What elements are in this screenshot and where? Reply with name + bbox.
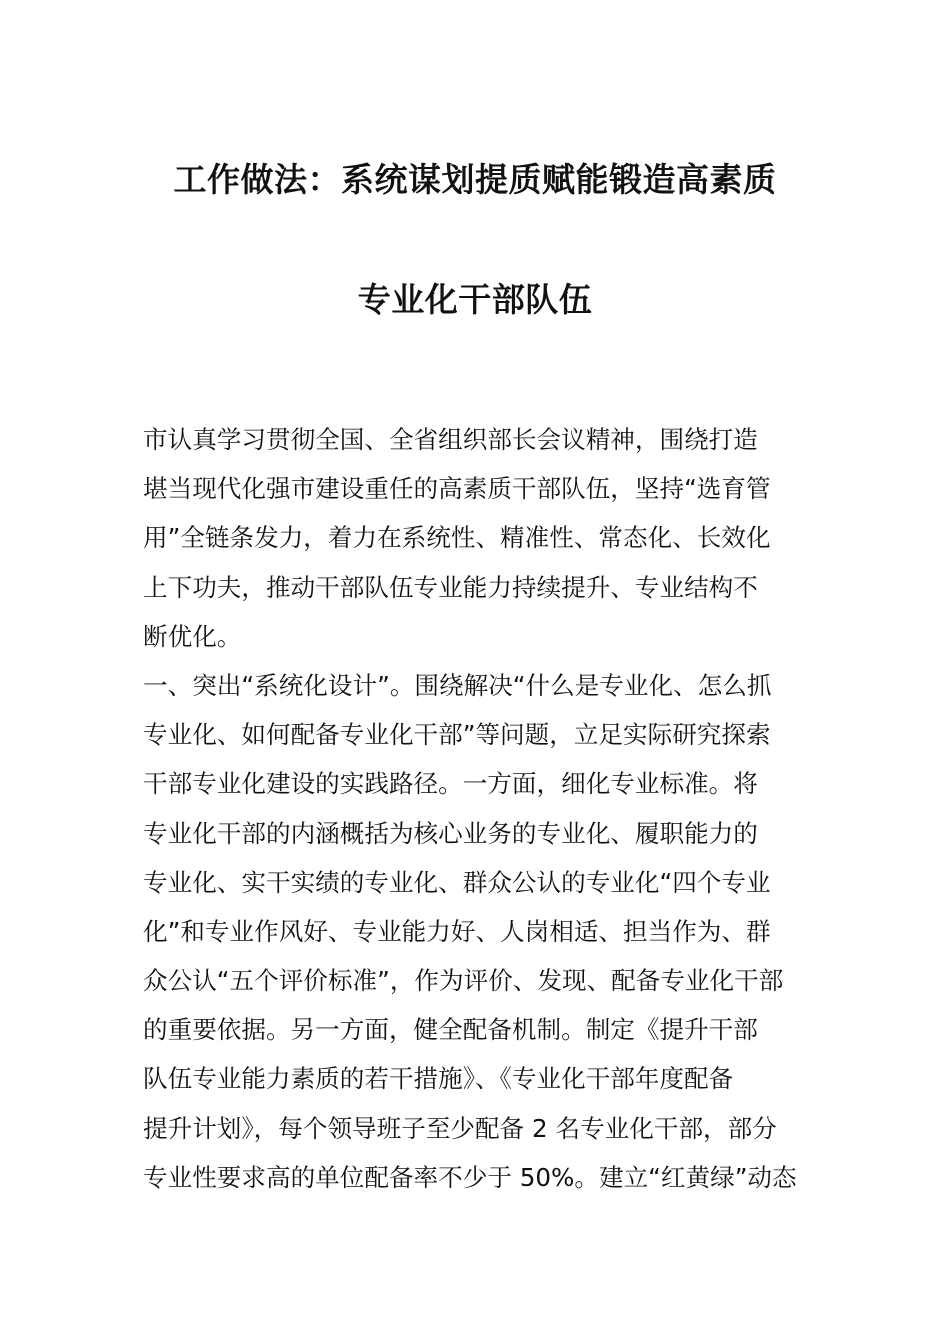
body-line: 用”全链条发力，着力在系统性、精准性、常态化、长效化 (143, 523, 771, 553)
body-line: 提升计划》，每个领导班子至少配备 2 名专业化干部，部分 (143, 1113, 777, 1143)
body-line: 队伍专业能力素质的若干措施》、《专业化干部年度配备 (143, 1064, 734, 1094)
body-line: 专业化、实干实绩的专业化、群众公认的专业化“四个专业 (143, 867, 771, 897)
body-line: 市认真学习贯彻全国、全省组织部长会议精神，围绕打造 (143, 425, 758, 454)
body-line: 一、突出“系统化设计”。围绕解决“什么是专业化、怎么抓 (143, 670, 772, 700)
document-title-line-1: 工作做法：系统谋划提质赋能锻造高素质 (173, 160, 777, 199)
body-line: 断优化。 (143, 621, 242, 651)
body-line: 化”和专业作风好、专业能力好、人岗相适、担当作为、群 (143, 916, 771, 946)
body-line: 专业化干部的内涵概括为核心业务的专业化、履职能力的 (143, 818, 758, 848)
body-line: 干部专业化建设的实践路径。一方面，细化专业标准。将 (143, 769, 758, 799)
body-line: 专业性要求高的单位配备率不少于 50%。建立“红黄绿”动态 (143, 1162, 797, 1192)
body-line: 众公认“五个评价标准”，作为评价、发现、配备专业化干部 (143, 966, 784, 996)
document-body (143, 415, 809, 1202)
body-line: 上下功夫，推动干部队伍专业能力持续提升、专业结构不 (143, 572, 758, 602)
body-line: 专业化、如何配备专业化干部”等问题，立足实际研究探索 (143, 720, 771, 750)
body-line: 的重要依据。另一方面，健全配备机制。制定《提升干部 (143, 1015, 758, 1045)
document-title-line-2: 专业化干部队伍 (357, 280, 593, 319)
body-line: 堪当现代化强市建设重任的高素质干部队伍，坚持“选育管 (143, 474, 771, 504)
